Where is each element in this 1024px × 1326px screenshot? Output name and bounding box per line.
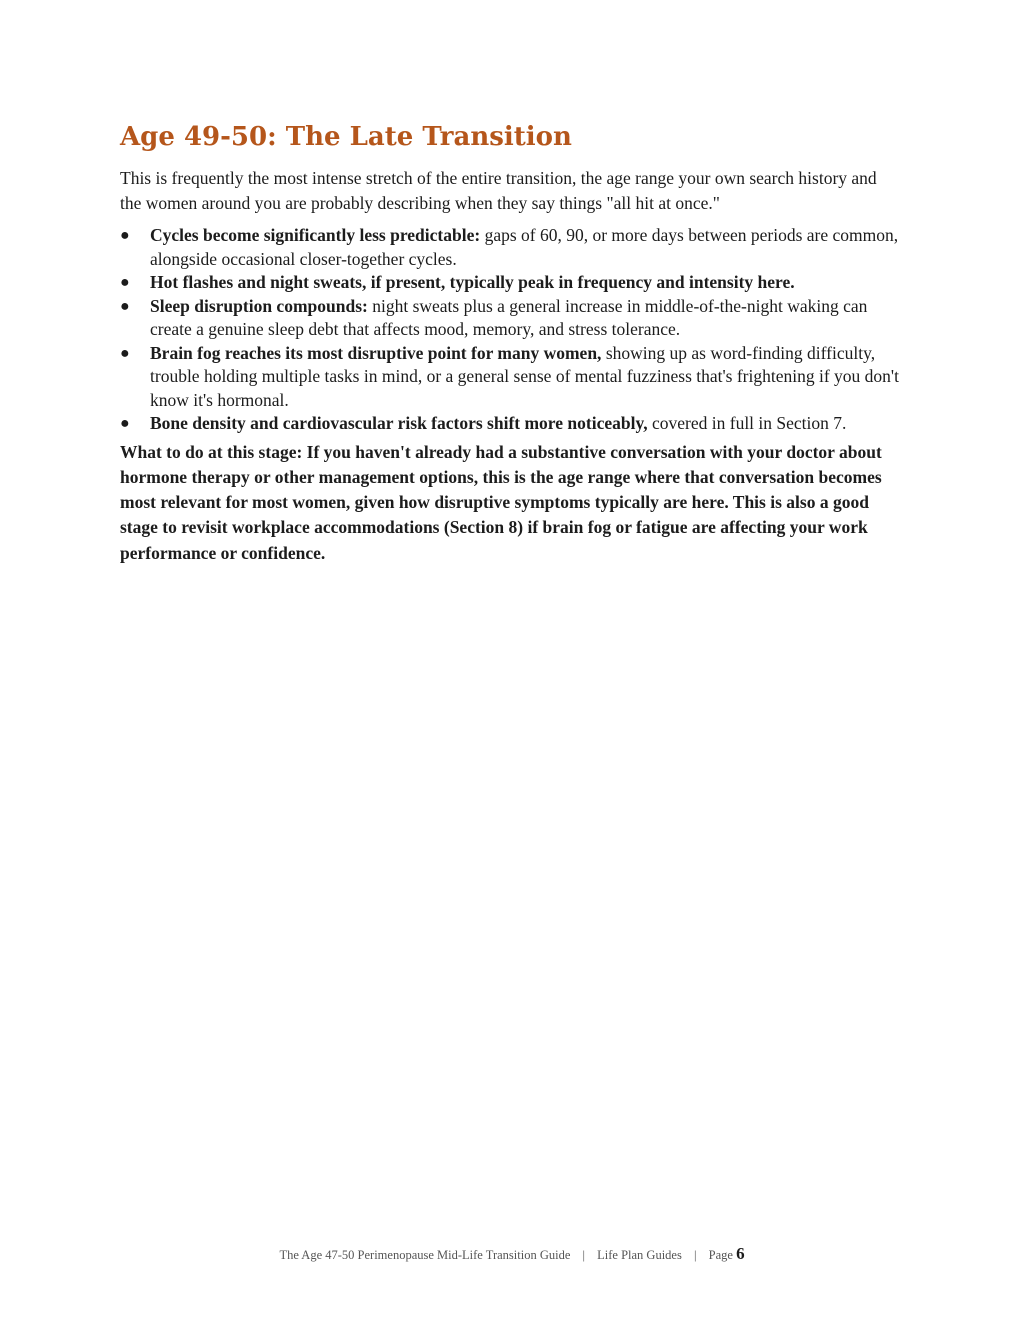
- list-item: [120, 342, 900, 413]
- bullet-icon: ●: [120, 297, 130, 315]
- bullet-icon: ●: [120, 227, 130, 244]
- footer-page-number: 6: [736, 1244, 745, 1263]
- action-paragraph: What to do at this stage: If you haven't already had a substantive conversation with your doctor about hormone therapy or other management options, this is the age range where that conversation becomes most relevant for most women, given how disruptive symptoms typically are here. This is also a good stage to revisit workplace accommodations (Section 8) if brain fog or fatigue are affecting your work performance or confidence.: [120, 441, 882, 563]
- bullet-icon: ●: [120, 415, 130, 432]
- bullet-icon: ●: [120, 344, 130, 362]
- list-item-lead: Brain fog reaches its most disruptive point for many women,: [150, 342, 602, 363]
- document-page: [120, 118, 900, 566]
- list-item-lead: Bone density and cardiovascular risk factors shift more noticeably,: [150, 413, 648, 433]
- list-item-lead: Cycles become significantly less predictable:: [150, 225, 481, 245]
- page-footer: [0, 1244, 1024, 1264]
- list-item-text: showing up as word-finding difficulty, trouble holding multiple tasks in mind, or a general sense of mental fuzziness that's frightening if you don't know it's hormonal.: [150, 342, 899, 410]
- footer-separator: |: [582, 1248, 586, 1262]
- footer-page-label: Page: [708, 1248, 733, 1262]
- symptom-list: [120, 224, 900, 436]
- bullet-icon: ●: [120, 274, 130, 291]
- list-item: [120, 295, 900, 342]
- list-item-lead: Sleep disruption compounds:: [150, 295, 368, 316]
- list-item-text: gaps of 60, 90, or more days between periods are common, alongside occasional closer-together cycles.: [150, 225, 899, 269]
- footer-guide-title: The Age 47-50 Perimenopause Mid-Life Transition Guide: [279, 1248, 571, 1262]
- footer-separator: |: [693, 1248, 697, 1262]
- list-item-text: covered in full in Section 7.: [647, 413, 847, 433]
- list-item: [120, 412, 900, 436]
- list-item: [120, 271, 900, 295]
- list-item-text: night sweats plus a general increase in middle-of-the-night waking can create a genuine sleep debt that affects mood, memory, and stress tolerance.: [150, 295, 868, 339]
- section-heading: Age 49-50: The Late Transition: [120, 122, 572, 152]
- list-item: [120, 224, 900, 271]
- intro-paragraph: This is frequently the most intense stretch of the entire transition, the age range your own search history and the women around you are probably describing when they say things "all hit at once.": [120, 168, 877, 213]
- footer-series: Life Plan Guides: [597, 1248, 682, 1262]
- list-item-lead: Hot flashes and night sweats, if present, typically peak in frequency and intensity here.: [150, 272, 795, 292]
